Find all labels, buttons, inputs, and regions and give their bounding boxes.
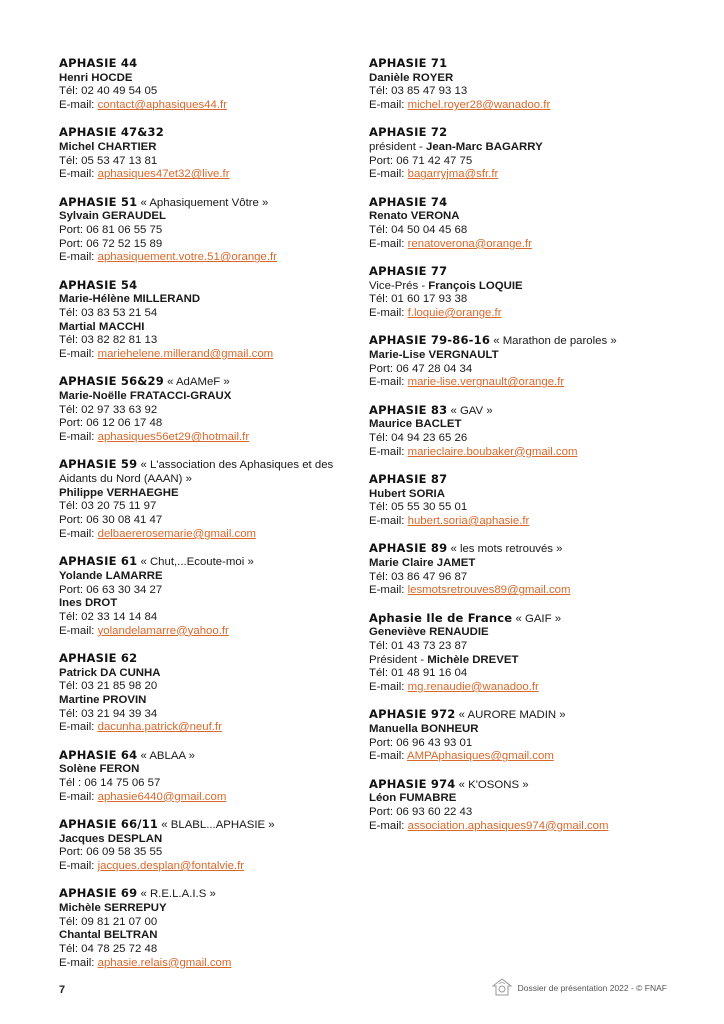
contact-name: Michel CHARTIER <box>59 141 157 154</box>
contact-email-line <box>59 431 359 445</box>
association-name: APHASIE 77 <box>369 263 448 278</box>
contact-name: Marie Claire JAMET <box>369 556 476 569</box>
email-label: E-mail: <box>59 168 98 181</box>
contact-role-label: Vice-Prés - <box>369 279 429 292</box>
association-heading <box>59 818 359 833</box>
contact-email-line <box>59 860 359 874</box>
association-heading <box>369 404 669 419</box>
email-link[interactable]: marieclaire.boubaker@gmail.com <box>407 445 578 458</box>
association-entry <box>369 126 669 182</box>
email-label: E-mail: <box>369 168 408 181</box>
email-label: E-mail: <box>369 681 408 694</box>
association-entry <box>59 652 359 735</box>
contact-email-line <box>369 515 669 529</box>
contact-name: Michèle SERREPUY <box>59 901 167 914</box>
email-link[interactable]: aphasiquement.votre.51@orange.fr <box>97 251 277 264</box>
association-name: APHASIE 54 <box>59 277 138 292</box>
email-link[interactable]: aphasiques47et32@live.fr <box>97 168 230 181</box>
email-label: E-mail: <box>59 348 98 361</box>
association-heading <box>59 126 359 141</box>
association-heading <box>369 196 669 211</box>
association-description: « ABLAA » <box>137 749 195 762</box>
contact-email-line <box>369 750 669 764</box>
association-heading <box>59 887 359 902</box>
contact-name: Martine PROVIN <box>59 693 147 706</box>
email-link[interactable]: association.aphasiques974@gmail.com <box>407 819 609 832</box>
association-heading <box>59 458 359 486</box>
association-entry <box>369 612 669 695</box>
association-heading <box>59 749 359 764</box>
email-label: E-mail: <box>59 527 98 540</box>
contact-phone: Port: 06 47 28 04 34 <box>369 362 473 375</box>
contact-phone: Port: 06 93 60 22 43 <box>369 805 473 818</box>
email-label: E-mail: <box>369 376 408 389</box>
association-name: APHASIE 64 <box>59 747 138 762</box>
footer <box>492 978 667 998</box>
contact-email-line <box>369 238 669 252</box>
contact-email-line <box>59 99 359 113</box>
contact-name: Sylvain GERAUDEL <box>59 210 166 223</box>
contact-phone: Tél: 03 82 82 81 13 <box>59 334 158 347</box>
contact-email-line <box>59 168 359 182</box>
association-name: APHASIE 66/11 <box>59 816 159 831</box>
association-description: « AdAMeF » <box>163 376 230 389</box>
contact-phone: Tél: 01 43 73 23 87 <box>369 639 468 652</box>
association-name: APHASIE 974 <box>369 776 456 791</box>
contact-email-line <box>59 957 359 971</box>
email-link[interactable]: mg.renaudie@wanadoo.fr <box>407 681 539 694</box>
association-entry <box>369 542 669 598</box>
association-name: APHASIE 87 <box>369 471 448 486</box>
email-label: E-mail: <box>369 514 408 527</box>
email-link[interactable]: f.loquie@orange.fr <box>407 307 502 320</box>
contact-email-line <box>369 446 669 460</box>
email-link[interactable]: aphasie6440@gmail.com <box>97 790 227 803</box>
left-column <box>59 57 359 984</box>
contact-phone: Tél: 03 20 75 11 97 <box>59 500 157 513</box>
contact-phone: Tél: 03 83 53 21 54 <box>59 307 158 320</box>
association-name: APHASIE 71 <box>369 56 448 70</box>
association-description: « GAIF » <box>512 612 562 625</box>
contact-name: Marie-Lise VERGNAULT <box>369 348 499 361</box>
contact-email-line <box>59 625 359 639</box>
contact-phone: Tél: 04 78 25 72 48 <box>59 942 158 955</box>
association-entry <box>59 57 359 113</box>
association-name: APHASIE 62 <box>59 650 138 665</box>
association-name: APHASIE 59 <box>59 457 138 472</box>
email-link[interactable]: mariehelene.millerand@gmail.com <box>97 348 274 361</box>
association-heading <box>369 612 669 627</box>
association-entry <box>369 334 669 390</box>
association-name: APHASIE 44 <box>59 56 138 70</box>
association-heading <box>369 778 669 793</box>
association-description: « AURORE MADIN » <box>455 709 566 722</box>
email-label: E-mail: <box>59 859 98 872</box>
association-name: Aphasie Ile de France <box>369 610 513 625</box>
contact-name: Danièle ROYER <box>369 71 454 84</box>
association-heading <box>369 542 669 557</box>
association-heading <box>59 652 359 667</box>
contact-email-line <box>59 528 359 542</box>
contact-name: Maurice BACLET <box>369 418 462 431</box>
contact-name: Martial MACCHI <box>59 320 145 333</box>
contact-name: Marie-Hélène MILLERAND <box>59 293 201 306</box>
association-entry <box>59 126 359 182</box>
contact-email-line <box>59 348 359 362</box>
association-entry <box>369 404 669 460</box>
contact-email-line <box>369 584 669 598</box>
contact-name: Jean-Marc BAGARRY <box>425 141 543 154</box>
email-link[interactable]: contact@aphasiques44.fr <box>97 99 227 112</box>
association-description: « GAV » <box>447 404 493 417</box>
email-link[interactable]: aphasiques56et29@hotmail.fr <box>97 431 250 444</box>
association-entry <box>369 778 669 834</box>
contact-phone: Port: 06 12 06 17 48 <box>59 417 163 430</box>
contact-email-line <box>369 376 669 390</box>
association-heading <box>369 334 669 349</box>
association-entry <box>59 887 359 970</box>
contact-name: Henri HOCDE <box>59 71 133 84</box>
email-label: E-mail: <box>369 237 408 250</box>
email-label: E-mail: <box>369 307 408 320</box>
association-entry <box>369 708 669 764</box>
page-number: 7 <box>59 984 66 996</box>
association-entry <box>369 57 669 113</box>
association-name: APHASIE 47&32 <box>59 125 164 140</box>
association-entry <box>59 279 359 362</box>
association-entry <box>59 818 359 874</box>
contact-role <box>369 654 669 668</box>
association-name: APHASIE 69 <box>59 886 138 901</box>
contact-phone: Port: 06 72 52 15 89 <box>59 237 163 250</box>
contact-name: Léon FUMABRE <box>369 792 457 805</box>
association-entry <box>59 555 359 638</box>
contact-name: Jacques DESPLAN <box>59 832 163 845</box>
contact-name: Philippe VERHAEGHE <box>59 486 179 499</box>
association-name: APHASIE 79-86-16 <box>369 333 491 348</box>
contact-phone: Tél: 03 86 47 96 87 <box>369 570 468 583</box>
email-label: E-mail: <box>369 445 408 458</box>
email-link[interactable]: aphasie.relais@gmail.com <box>97 956 232 969</box>
contact-phone: Port: 06 71 42 47 75 <box>369 154 473 167</box>
contact-phone: Tél: 04 50 04 45 68 <box>369 224 468 237</box>
association-name: APHASIE 51 <box>59 194 138 209</box>
association-heading <box>369 126 669 141</box>
email-link[interactable]: delbaererosemarie@gmail.com <box>97 527 257 540</box>
association-name: APHASIE 61 <box>59 554 138 569</box>
email-link[interactable]: hubert.soria@aphasie.fr <box>407 514 530 527</box>
association-heading <box>369 265 669 280</box>
association-entry <box>59 749 359 805</box>
association-description: « R.E.L.A.I.S » <box>137 888 216 901</box>
contact-role <box>369 141 669 155</box>
contact-name: Solène FERON <box>59 763 140 776</box>
contact-phone: Port: 06 96 43 93 01 <box>369 736 473 749</box>
association-heading <box>59 555 359 570</box>
contact-name: François LOQUIE <box>428 279 523 292</box>
contact-phone: Tél: 01 48 91 16 04 <box>369 667 468 680</box>
email-label: E-mail: <box>59 251 98 264</box>
contact-email-line <box>59 721 359 735</box>
association-name: APHASIE 89 <box>369 541 448 556</box>
contact-name: Ines DROT <box>59 597 118 610</box>
association-heading <box>59 57 359 72</box>
email-label: E-mail: <box>369 819 408 832</box>
association-name: APHASIE 972 <box>369 707 456 722</box>
email-label: E-mail: <box>59 721 98 734</box>
contact-phone: Tél: 04 94 23 65 26 <box>369 431 468 444</box>
association-entry <box>369 473 669 529</box>
association-heading <box>59 196 359 211</box>
association-name: APHASIE 83 <box>369 402 448 417</box>
contact-email-line <box>369 99 669 113</box>
contact-phone: Tél : 06 14 75 06 57 <box>59 776 161 789</box>
contact-phone: Tél: 05 53 47 13 81 <box>59 154 158 167</box>
association-description: « Chut,...Ecoute-moi » <box>137 556 254 569</box>
contact-email-line <box>59 251 359 265</box>
contact-name: Marie-Noëlle FRATACCI-GRAUX <box>59 390 232 403</box>
association-entry <box>59 375 359 445</box>
contact-phone: Tél: 03 85 47 93 13 <box>369 85 468 98</box>
association-heading <box>59 279 359 294</box>
contact-email-line <box>59 791 359 805</box>
association-description: « K'OSONS » <box>455 778 529 791</box>
contact-phone: Tél: 09 81 21 07 00 <box>59 915 158 928</box>
contact-role-label: président - <box>369 141 426 154</box>
email-label: E-mail: <box>369 584 408 597</box>
email-link[interactable]: yolandelamarre@yahoo.fr <box>97 624 229 637</box>
association-description: « les mots retrouvés » <box>447 543 563 556</box>
contact-phone: Tél: 01 60 17 93 38 <box>369 293 468 306</box>
email-label: E-mail: <box>59 956 98 969</box>
association-entry <box>59 458 359 541</box>
association-heading <box>369 473 669 488</box>
email-link[interactable]: marie-lise.vergnault@orange.fr <box>407 376 565 389</box>
contact-phone: Tél: 03 21 85 98 20 <box>59 680 158 693</box>
association-entry <box>59 196 359 266</box>
association-entry <box>369 265 669 321</box>
email-label: E-mail: <box>369 99 408 112</box>
contact-email-line <box>369 307 669 321</box>
contact-role-label: Président - <box>369 653 428 666</box>
association-description: « Aphasiquement Vôtre » <box>137 196 269 209</box>
contact-name: Manuella BONHEUR <box>369 722 479 735</box>
contact-phone: Tél: 02 33 14 14 84 <box>59 610 158 623</box>
contact-role <box>369 280 669 294</box>
email-link[interactable]: jacques.desplan@fontalvie.fr <box>97 859 245 872</box>
contact-phone: Port: 06 81 06 55 75 <box>59 224 163 237</box>
association-heading <box>59 375 359 390</box>
contact-phone: Tél: 02 97 33 63 92 <box>59 403 158 416</box>
contact-name: Chantal BELTRAN <box>59 929 158 942</box>
footer-text: Dossier de présentation 2022 - © FNAF <box>517 983 667 993</box>
association-description: « BLABL...APHASIE » <box>158 818 275 831</box>
contact-phone: Tél: 03 21 94 39 34 <box>59 707 158 720</box>
contact-name: Hubert SORIA <box>369 487 445 500</box>
association-entry <box>369 196 669 252</box>
association-description: « Marathon de paroles » <box>490 335 617 348</box>
contact-email-line <box>369 820 669 834</box>
contact-name: Michèle DREVET <box>427 653 519 666</box>
email-link[interactable]: michel.royer28@wanadoo.fr <box>407 99 551 112</box>
association-description: « L'association des Aphasiques et des Aidants du Nord (AAAN) » <box>59 459 334 486</box>
contact-name: Geneviève RENAUDIE <box>369 626 489 639</box>
right-column <box>369 57 669 847</box>
email-label: E-mail: <box>59 431 98 444</box>
email-link[interactable]: AMPAphasiques@gmail.com <box>406 750 554 763</box>
contact-name: Yolande LAMARRE <box>59 569 163 582</box>
association-name: APHASIE 74 <box>369 194 448 209</box>
email-label: E-mail: <box>59 790 98 803</box>
association-name: APHASIE 56&29 <box>59 374 164 389</box>
email-label: E-mail: <box>59 624 98 637</box>
contact-phone: Tél: 05 55 30 55 01 <box>369 501 468 514</box>
contact-phone: Tél: 02 40 49 54 05 <box>59 85 158 98</box>
contact-name: Patrick DA CUNHA <box>59 666 161 679</box>
email-label: E-mail: <box>369 750 407 763</box>
contact-phone: Port: 06 09 58 35 55 <box>59 846 163 859</box>
fnaf-logo-icon <box>492 978 512 998</box>
association-heading <box>369 708 669 723</box>
contact-phone: Port: 06 30 08 41 47 <box>59 514 163 527</box>
email-link[interactable]: bagarryjma@sfr.fr <box>407 168 499 181</box>
contact-email-line <box>369 681 669 695</box>
email-link[interactable]: lesmotsretrouves89@gmail.com <box>407 584 571 597</box>
email-label: E-mail: <box>59 99 98 112</box>
association-heading <box>369 57 669 72</box>
email-link[interactable]: dacunha.patrick@neuf.fr <box>97 721 222 734</box>
contact-name: Renato VERONA <box>369 210 460 223</box>
email-link[interactable]: renatoverona@orange.fr <box>407 237 532 250</box>
association-name: APHASIE 72 <box>369 125 448 140</box>
contact-phone: Port: 06 63 30 34 27 <box>59 583 163 596</box>
contact-email-line <box>369 168 669 182</box>
